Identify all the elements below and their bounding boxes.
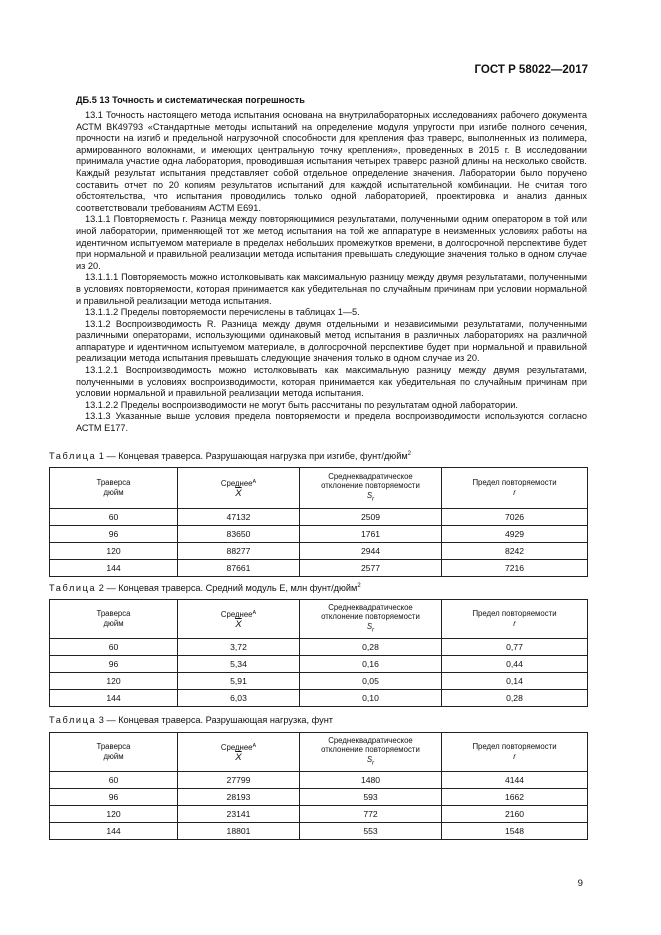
table-row xyxy=(50,690,588,707)
table-row xyxy=(50,560,588,577)
table-cell: 1662 xyxy=(442,789,588,806)
table-cell: 8242 xyxy=(442,543,588,560)
table-cell: 1480 xyxy=(300,772,442,789)
paragraph: 13.1.2.1 Воспроизводимость можно истолковывать как максимальную разницу между двумя результатами, полученными в условиях воспроизводимости, которая принимается как убедительная по случайным причинам при условии нормальной и правильной реализации метода испытания. xyxy=(76,365,587,399)
table-cell: 60 xyxy=(50,639,178,656)
column-header-mean: Среднее$^A$ $\overline{X}$ xyxy=(178,733,300,772)
table-cell: 2160 xyxy=(442,806,588,823)
paragraph: 13.1.1 Повторяемость r. Разница между повторяющимися результатами, полученными одним оператором в той или иной лаборатории, применяющей тот же метод испытания на той же аппаратуре в неизменных условиях работы на идентичном испытуемом материале в пределах небольших промежутков времени, в долгосрочной перспективе будет при нормальной и правильной реализации метода испытания превышать следующие значения только в одном случае из 20. xyxy=(76,214,587,271)
table-header-row xyxy=(50,468,588,509)
table-cell: 3,72 xyxy=(178,639,300,656)
caption-superscript: 2 xyxy=(407,451,411,457)
table-caption xyxy=(49,715,333,725)
table-header-row xyxy=(50,600,588,639)
table-cell: 87661 xyxy=(178,560,300,577)
page-number: 9 xyxy=(577,878,583,889)
table-cell: 6,03 xyxy=(178,690,300,707)
table-row xyxy=(50,789,588,806)
table-cell: 144 xyxy=(50,690,178,707)
paragraph: 13.1.1.2 Пределы повторяемости перечислены в таблицах 1—5. xyxy=(85,307,360,318)
table-cell: 27799 xyxy=(178,772,300,789)
table-row xyxy=(50,823,588,840)
document-header: ГОСТ Р 58022—2017 xyxy=(474,64,588,76)
column-header-std-dev: Среднеквадратическое отклонение повторяемости $S_r$ xyxy=(300,733,442,772)
table-cell: 47132 xyxy=(178,509,300,526)
table-cell: 96 xyxy=(50,789,178,806)
table-title: 2 — Концевая траверса. Средний модуль Е, млн фунт/дюйм xyxy=(98,583,358,593)
paragraph: 13.1 Точность настоящего метода испытания основана на внутрилабораторных исследованиях рабочего документа АСТМ ВК49793 «Стандартные методы испытаний на определение модуля упругости при изгибе полного сечения, прочности на изгиб и предельной нагрузочной способности для крепления фаз траверс, выполненных из полимера, армированного волокнами, и имеющих центральную точку крепления», проведенных в 2015 г. В исследовании принимала участие одна лаборатория, проводившая испытания четырех траверс разной длины на несколько свойств. Каждый результат испытания представляет собой отдельное определение значения. Лаборатории было поручено составить отчет по 20 копиям результатов испытаний для каждой испытательной комбинации. Не считая того обстоятельства, что испытания проводились только одной лабораторией, проектировка и анализ данных соответствовали требованиям АСТМ Е691. xyxy=(76,110,587,213)
table-cell: 120 xyxy=(50,673,178,690)
table-label: Таблица xyxy=(49,715,97,725)
table-cell: 0,44 xyxy=(442,656,588,673)
table-cell: 83650 xyxy=(178,526,300,543)
table-cell: 2944 xyxy=(300,543,442,560)
table-cell: 18801 xyxy=(178,823,300,840)
data-table xyxy=(49,599,588,707)
table-cell: 5,34 xyxy=(178,656,300,673)
table-title: 3 — Концевая траверса. Разрушающая нагрузка, фунт xyxy=(98,715,333,725)
table-cell: 23141 xyxy=(178,806,300,823)
table-cell: 0,14 xyxy=(442,673,588,690)
table-cell: 144 xyxy=(50,823,178,840)
table-row xyxy=(50,656,588,673)
table-cell: 1761 xyxy=(300,526,442,543)
table-caption xyxy=(49,451,411,461)
table-caption xyxy=(49,583,361,593)
table-row xyxy=(50,543,588,560)
paragraph: 13.1.2.2 Пределы воспроизводимости не могут быть рассчитаны по результатам одной лаборатории. xyxy=(85,399,518,410)
table-label: Таблица xyxy=(49,451,97,461)
table-row xyxy=(50,772,588,789)
table-cell: 60 xyxy=(50,772,178,789)
table-row xyxy=(50,806,588,823)
data-table xyxy=(49,732,588,840)
table-row xyxy=(50,509,588,526)
table-cell: 60 xyxy=(50,509,178,526)
column-header-repeatability-limit: Предел повторяемости r xyxy=(442,600,588,639)
table-cell: 7026 xyxy=(442,509,588,526)
table-cell: 88277 xyxy=(178,543,300,560)
column-header-traverse: Траверса дюйм xyxy=(50,600,178,639)
table-cell: 0,28 xyxy=(300,639,442,656)
table-cell: 5,91 xyxy=(178,673,300,690)
table-cell: 28193 xyxy=(178,789,300,806)
table-cell: 0,16 xyxy=(300,656,442,673)
table-cell: 120 xyxy=(50,543,178,560)
table-cell: 4929 xyxy=(442,526,588,543)
table-title: 1 — Концевая траверса. Разрушающая нагрузка при изгибе, фунт/дюйм xyxy=(98,451,408,461)
table-row xyxy=(50,673,588,690)
table-row xyxy=(50,639,588,656)
table-header-row xyxy=(50,733,588,772)
table-label: Таблица xyxy=(49,583,97,593)
data-table xyxy=(49,467,588,577)
section-heading: ДБ.5 13 Точность и систематическая погрешность xyxy=(76,95,305,105)
column-header-mean: Среднее$^A$ $\overline{X}$ xyxy=(178,600,300,639)
table-cell: 0,10 xyxy=(300,690,442,707)
table-cell: 144 xyxy=(50,560,178,577)
table-cell: 0,05 xyxy=(300,673,442,690)
table-cell: 96 xyxy=(50,526,178,543)
column-header-traverse: Траверса дюйм xyxy=(50,468,178,509)
column-header-std-dev: Среднеквадратическое отклонение повторяемости $S_r$ xyxy=(300,600,442,639)
table-cell: 120 xyxy=(50,806,178,823)
table-cell: 4144 xyxy=(442,772,588,789)
table-row xyxy=(50,526,588,543)
column-header-repeatability-limit: Предел повторяемости r xyxy=(442,733,588,772)
table-cell: 2577 xyxy=(300,560,442,577)
body-text xyxy=(76,110,587,435)
column-header-mean: Среднее$^A$ $\overline{X}$ xyxy=(178,468,300,509)
table-cell: 1548 xyxy=(442,823,588,840)
column-header-traverse: Траверса дюйм xyxy=(50,733,178,772)
table-cell: 2509 xyxy=(300,509,442,526)
table-cell: 96 xyxy=(50,656,178,673)
caption-superscript: 2 xyxy=(357,583,361,589)
table-cell: 593 xyxy=(300,789,442,806)
table-cell: 772 xyxy=(300,806,442,823)
table-cell: 0,28 xyxy=(442,690,588,707)
table-cell: 7216 xyxy=(442,560,588,577)
column-header-std-dev: Среднеквадратическое отклонение повторяемости $S_r$ xyxy=(300,468,442,509)
paragraph: 13.1.1.1 Повторяемость можно истолковывать как максимальную разницу между двумя результатами, полученными в условиях повторяемости, которая принимается как убедительная по случайным причинам при условии нормальной и правильной реализации метода испытания. xyxy=(76,272,587,306)
paragraph: 13.1.2 Воспроизводимость R. Разница между двумя отдельными и независимыми результатами, полученными различными операторами, использующими одинаковый метод испытания в различных лабораториях на различной аппаратуре и идентичном испытуемом материале, в долгосрочной перспективе будет при нормальной и правильной реализации метода испытания превышать следующие значения только в одном случае из 20. xyxy=(76,318,587,364)
table-cell: 0,77 xyxy=(442,639,588,656)
table-cell: 553 xyxy=(300,823,442,840)
column-header-repeatability-limit: Предел повторяемости r xyxy=(442,468,588,509)
paragraph: 13.1.3 Указанные выше условия предела повторяемости и предела воспроизводимости используются согласно АСТМ Е177. xyxy=(76,411,587,434)
